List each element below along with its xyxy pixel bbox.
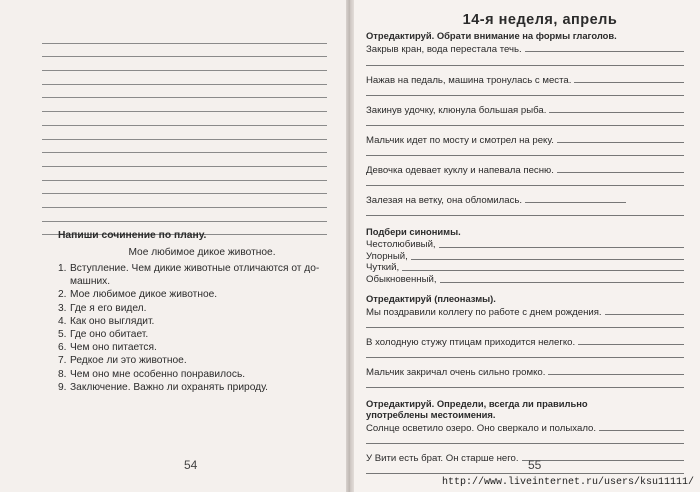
sentence: Залезая на ветку, она обломилась. bbox=[366, 195, 523, 206]
plan-item bbox=[58, 368, 338, 381]
synonym-row bbox=[366, 273, 684, 285]
sentence: У Вити есть брат. Он старше него. bbox=[366, 453, 519, 465]
plan-item-number: 3. bbox=[58, 302, 67, 314]
answer-line bbox=[402, 270, 684, 271]
exercise-line bbox=[366, 444, 684, 464]
section-heading: Отредактируй. Определи, всегда ли правильно bbox=[366, 398, 588, 410]
writing-line bbox=[42, 208, 327, 222]
plan-item-text: Вступление. Чем дикие животные отличаются от до- bbox=[70, 263, 320, 274]
answer-line bbox=[366, 86, 684, 96]
exercise-line bbox=[366, 328, 684, 348]
writing-line bbox=[42, 30, 327, 44]
answer-line bbox=[525, 202, 626, 203]
answer-line bbox=[366, 146, 684, 156]
plan-item bbox=[58, 381, 338, 394]
plan-item-number: 5. bbox=[58, 329, 67, 341]
sentence: Девочка одевает куклу и напевала песню. bbox=[366, 165, 554, 176]
plan-item-number: 1. bbox=[58, 263, 67, 274]
answer-line bbox=[557, 172, 684, 173]
plan-item bbox=[58, 354, 338, 367]
exercise-line bbox=[366, 41, 684, 55]
exercise-line bbox=[366, 358, 684, 378]
synonym-row bbox=[366, 262, 684, 274]
plan-item-number: 7. bbox=[58, 355, 67, 367]
answer-line bbox=[366, 348, 684, 358]
section-heading-continued: употреблены местоимения. bbox=[366, 409, 496, 421]
answer-line bbox=[548, 374, 684, 375]
plan-item-text: Где оно обитает. bbox=[70, 329, 149, 341]
page-number-left: 54 bbox=[184, 458, 198, 472]
plan-item-text: Где я его видел. bbox=[70, 302, 147, 314]
writing-line bbox=[42, 167, 327, 181]
writing-line bbox=[42, 44, 327, 58]
writing-line bbox=[42, 140, 327, 154]
plan-item bbox=[58, 315, 338, 328]
answer-line bbox=[366, 176, 684, 186]
writing-line bbox=[42, 194, 327, 208]
section-heading: Отредактируй. Обрати внимание на формы глаголов. bbox=[366, 30, 617, 41]
sentence: Мальчик закричал очень сильно громко. bbox=[366, 367, 546, 379]
page-number-right: 55 bbox=[528, 458, 542, 472]
plan-item-text: Чем оно питается. bbox=[70, 342, 157, 354]
plan-item-text: машних. bbox=[70, 276, 111, 288]
answer-line bbox=[574, 82, 684, 83]
writing-line bbox=[42, 85, 327, 99]
plan-item-number: 9. bbox=[58, 381, 67, 393]
sentence: Закинув удочку, клюнула большая рыба. bbox=[366, 105, 547, 116]
plan-item bbox=[58, 328, 338, 341]
essay-title: Мое любимое дикое животное. bbox=[128, 247, 276, 258]
answer-line bbox=[366, 434, 684, 444]
synonym-word: Упорный, bbox=[366, 250, 408, 262]
plan-item bbox=[58, 302, 338, 315]
answer-line bbox=[411, 259, 684, 260]
exercise-line bbox=[366, 420, 684, 434]
writing-line bbox=[42, 98, 327, 112]
section-heading: Подбери синонимы. bbox=[366, 226, 461, 237]
plan-item-number: 6. bbox=[58, 342, 67, 354]
answer-line bbox=[440, 282, 684, 283]
writing-lines bbox=[42, 30, 327, 235]
page-title: 14-я неделя, апрель bbox=[462, 12, 618, 28]
answer-line bbox=[366, 206, 684, 216]
plan-item-text: Заключение. Важно ли охранять природу. bbox=[70, 381, 268, 393]
plan-item-text: Чем оно мне особенно понравилось. bbox=[70, 368, 246, 380]
essay-task bbox=[58, 230, 338, 394]
answer-line bbox=[557, 142, 684, 143]
plan-item-number: 8. bbox=[58, 368, 67, 380]
writing-line bbox=[42, 153, 327, 167]
synonym-row bbox=[366, 250, 684, 262]
answer-line bbox=[525, 51, 684, 52]
sentence: В холодную стужу птицам приходится нелегко. bbox=[366, 337, 576, 349]
plan-item bbox=[58, 288, 338, 301]
plan-item-text: Редкое ли это животное. bbox=[70, 355, 187, 367]
watermark-url: http://www.liveinternet.ru/users/ksu11111/ bbox=[441, 477, 694, 488]
synonym-word: Честолюбивый, bbox=[366, 238, 436, 250]
sentence: Мальчик идет по мосту и смотрел на реку. bbox=[366, 135, 554, 146]
plan-item-number: 4. bbox=[58, 315, 67, 327]
plan-item bbox=[58, 262, 338, 275]
writing-line bbox=[42, 181, 327, 195]
answer-line bbox=[366, 378, 684, 388]
sentence: Нажав на педаль, машина тронулась с места. bbox=[366, 75, 572, 86]
answer-line bbox=[366, 464, 684, 474]
exercise-line bbox=[366, 126, 684, 146]
synonym-word: Чуткий, bbox=[366, 262, 400, 274]
writing-line bbox=[42, 112, 327, 126]
exercise-line bbox=[366, 304, 684, 318]
essay-heading: Напиши сочинение по плану. bbox=[58, 230, 207, 241]
plan-item-text: Как оно выглядит. bbox=[70, 315, 155, 327]
synonym-word: Обыкновенный, bbox=[366, 274, 437, 286]
right-page bbox=[354, 0, 700, 492]
writing-line bbox=[42, 126, 327, 140]
synonym-row bbox=[366, 238, 684, 250]
book-spine bbox=[346, 0, 354, 492]
section-heading: Отредактируй (плеоназмы). bbox=[366, 293, 496, 305]
answer-line bbox=[522, 460, 684, 461]
answer-line bbox=[366, 55, 684, 66]
sentence: Мы поздравили коллегу по работе с днем рождения. bbox=[366, 307, 602, 319]
plan-item-text: Мое любимое дикое животное. bbox=[70, 289, 218, 301]
plan-item bbox=[58, 275, 338, 288]
plan-item-number: 2. bbox=[58, 289, 67, 301]
left-page bbox=[0, 0, 346, 492]
writing-line bbox=[42, 57, 327, 71]
exercise-line bbox=[366, 96, 684, 116]
plan-item bbox=[58, 341, 338, 354]
writing-line bbox=[42, 71, 327, 85]
sentence: Солнце осветило озеро. Оно сверкало и полыхало. bbox=[366, 423, 597, 435]
exercise-line bbox=[366, 186, 684, 206]
sentence: Закрыв кран, вода перестала течь. bbox=[366, 44, 522, 55]
answer-line bbox=[599, 430, 684, 431]
answer-line bbox=[549, 112, 684, 113]
exercise-line bbox=[366, 156, 684, 176]
answer-line bbox=[439, 247, 684, 248]
exercises bbox=[366, 12, 684, 474]
exercise-line bbox=[366, 66, 684, 86]
answer-line bbox=[605, 314, 684, 315]
answer-line bbox=[366, 318, 684, 328]
answer-line bbox=[578, 344, 684, 345]
answer-line bbox=[366, 116, 684, 126]
